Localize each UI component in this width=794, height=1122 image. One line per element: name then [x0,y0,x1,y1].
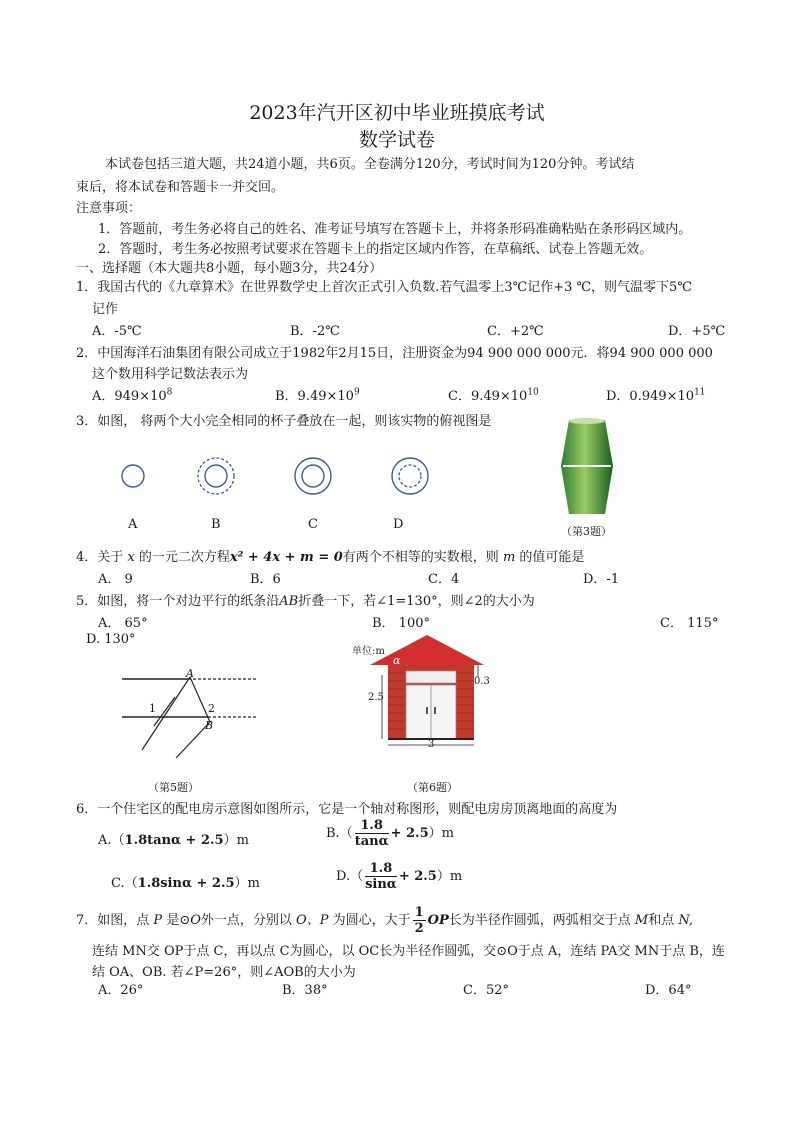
door-handle-left [426,707,428,714]
intro-line-1: 本试卷包括三道大题，共24道小题，共6页。全卷满分120分，考试时间为120分钟。考试结 [105,157,635,172]
q7-stem-line1: 7．如图，点 P 是⊙O外一点，分别以 O、P 为圆心，大于 $\frac{1}{2}$ OP长为半径作圆弧，两弧相交于点 M和点 N, [76,905,694,936]
cups-top-rim [569,418,605,424]
q5-stem: 5．如图，将一个对边平行的纸条沿AB折叠一下，若∠1=130°，则∠2的大小为 [76,594,535,609]
q6-alpha-label: α [393,654,401,667]
q5-label-A: A [186,667,194,680]
exam-title: 2023年汽开区初中毕业班摸底考试 [249,102,545,124]
q7-option-d: D．64° [645,983,692,998]
q7-stem-line2: 连结 MN交 OP于点 C，再以点 C为圆心，以 OC长为半径作圆弧，交⊙O于点 A，连结 PA交 MN于点 B，连 [92,944,725,959]
q1-stem-line1: 1．我国古代的《九章算术》在世界数学史上首次正式引入负数.若气温零上3℃记作+3 ℃，则气温零下5℃ [76,280,692,295]
fold-edge [190,677,210,722]
q3-caption: （第3题） [561,525,612,538]
option-c-outer-circle [295,458,331,494]
q3-label-c: C [308,517,318,532]
q1-option-d: D．+5℃ [668,324,726,339]
intro-line-2: 束后，将本试卷和答题卡一并交回。 [76,180,285,195]
q1-option-b: B．-2℃ [290,324,340,339]
q1-option-c: C．+2℃ [487,324,544,339]
q4-option-a: A． 9 [98,572,133,587]
q6-option-d: D.（ $\frac{1.8}{\sin\alpha}$ + 2.5）m [336,861,463,892]
q5-label-angle2: 2 [208,702,215,715]
q7-stem-line3: 结 OA、OB. 若∠P=26°，则∠AOB的大小为 [92,965,356,980]
q6-eave-label: 0.3 [474,676,490,687]
option-d-inner-circle [399,465,421,487]
q3-label-a: A [128,517,138,532]
option-d-outer-circle [392,458,428,494]
q2-option-a: A．$949\times 10^8$ [92,387,173,404]
q6-width-label: 3 [428,739,435,750]
q6-caption: （第6题） [407,781,458,794]
q5-option-b: B． 100° [372,616,430,631]
q5-option-a: A． 65° [98,616,148,631]
option-b-outer-circle [198,458,234,494]
q5-option-d: D. 130° [86,632,136,647]
q5-caption: （第5题） [148,781,199,794]
q6-option-c: C.（1.8sinα + 2.5）m [111,876,260,891]
q2-option-d: D．$0.949\times 10^{11}$ [606,387,706,404]
exam-subtitle: 数学试卷 [358,129,435,151]
q3-cups-photo [553,416,623,520]
q6-stem: 6．一个住宅区的配电房示意图如图所示，它是一个轴对称图形，则配电房房顶离地面的高度为 [76,802,618,817]
q1-stem-line2: 记作 [92,302,119,317]
q7-option-b: B．38° [282,983,328,998]
q3-stem: 3．如图， 将两个大小完全相同的杯子叠放在一起，则该实物的俯视图是 [76,414,492,429]
q6-height-label: 2.5 [368,692,384,703]
q2-stem-line1: 2．中国海洋石油集团有限公司成立于1982年2月15日，注册资金为94 900 000 000元．将94 900 000 000 [76,346,713,361]
q3-label-d: D [393,517,404,532]
q5-option-c: C． 115° [660,616,719,631]
window-row [406,671,456,683]
notice-heading: 注意事项： [76,201,142,216]
q3-label-b: B [211,517,221,532]
q5-label-B: B [205,719,214,732]
q5-label-angle1: 1 [149,702,156,715]
q3-options-figure [110,452,450,502]
section-heading: 一、选择题（本大题共8小题，每小题3分，共24分） [76,261,383,276]
q7-option-a: A．26° [98,983,144,998]
q2-option-b: B．$9.49\times 10^9$ [275,387,360,404]
q6-option-b: B.（ $\frac{1.8}{\tan\alpha}$ + 2.5）m [326,818,454,849]
q2-option-c: C．$9.49\times 10^{10}$ [448,387,539,404]
q4-option-b: B．6 [250,572,281,587]
q4-equation: x² + 4x + m = 0 [229,550,343,565]
q4-stem: 4．关于 x 的一元二次方程x² + 4x + m = 0有两个不相等的实数根，则 m 的值可能是 [76,550,585,565]
option-a-circle [122,465,144,487]
q4-option-d: D．-1 [583,572,620,587]
option-c-inner-circle [302,465,324,487]
folded-strip-edge-2 [154,697,175,726]
door-handle-right [434,707,436,714]
q4-option-c: C．4 [428,572,460,587]
q6-option-a: A.（1.8tanα + 2.5）m [98,833,249,848]
q1-option-a: A．-5℃ [92,324,142,339]
q2-stem-line2: 这个数用科学记数法表示为 [92,367,249,382]
q7-option-c: C．52° [463,983,509,998]
roof [370,635,484,665]
notice-item-2: 2．答题时，考生务必按照考试要求在答题卡上的指定区域内作答，在草稿纸、试卷上答题无效。 [98,242,653,257]
notice-item-1: 1．答题前，考生务必将自己的姓名、准考证号填写在答题卡上，并将条形码准确粘贴在条形码区域内。 [98,222,692,237]
q6-unit-label: 单位:m [352,646,385,657]
option-b-inner-circle [205,465,227,487]
